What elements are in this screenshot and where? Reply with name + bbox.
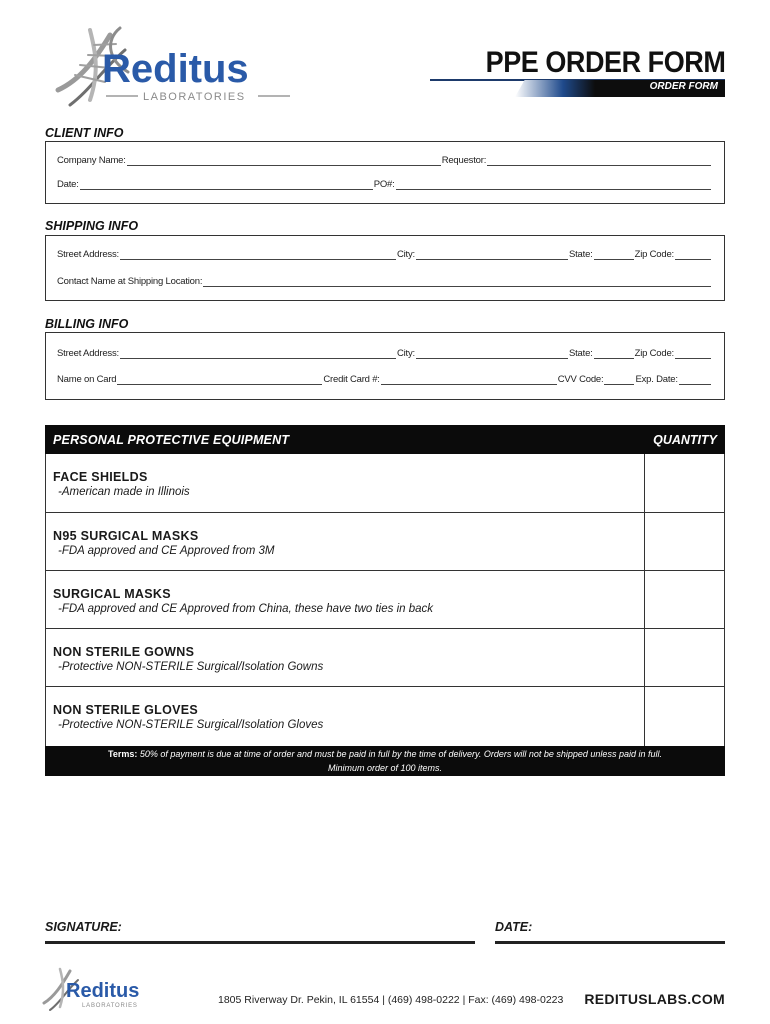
signature-label: SIGNATURE: xyxy=(45,920,122,934)
shipping-row-2 xyxy=(57,276,712,287)
footer-logo xyxy=(40,965,165,1013)
po-field[interactable] xyxy=(396,180,711,190)
ppe-item-desc: -FDA approved and CE Approved from China, these have two ties in back xyxy=(58,603,434,615)
cvv-field[interactable] xyxy=(604,375,634,385)
billing-city-label: City: xyxy=(396,348,415,359)
date-signature-field[interactable] xyxy=(495,941,725,944)
terms-label: Terms: xyxy=(108,749,138,759)
quantity-field-gowns[interactable] xyxy=(644,629,724,686)
quantity-field-surgical-masks[interactable] xyxy=(644,571,724,628)
ppe-item-name: NON STERILE GOWNS xyxy=(53,645,195,659)
terms-line-1 xyxy=(45,747,725,761)
ppe-item-name: FACE SHIELDS xyxy=(53,470,148,484)
logo-subtitle: LABORATORIES xyxy=(143,91,246,103)
client-info-heading: CLIENT INFO xyxy=(45,126,124,140)
billing-state-label: State: xyxy=(568,348,593,359)
ppe-item-desc: -Protective NON-STERILE Surgical/Isolation Gowns xyxy=(58,661,324,673)
name-on-card-field[interactable] xyxy=(117,375,322,385)
ppe-item-name: NON STERILE GLOVES xyxy=(53,703,198,717)
quantity-heading: QUANTITY xyxy=(653,433,717,447)
footer-logo-wordmark: Reditus xyxy=(66,980,140,1002)
shipping-row-1 xyxy=(57,249,712,260)
ppe-item-name: SURGICAL MASKS xyxy=(53,587,171,601)
terms-text: 50% of payment is due at time of order and must be paid in full by the time of delivery. Orders will not be shipped unless paid in full. xyxy=(139,749,662,759)
signature-field[interactable] xyxy=(45,941,475,944)
ppe-item-name: N95 SURGICAL MASKS xyxy=(53,529,199,543)
ppe-table xyxy=(45,454,725,746)
shipping-street-label: Street Address: xyxy=(57,249,119,260)
client-row-2 xyxy=(57,179,712,190)
title-band-accent xyxy=(515,80,595,97)
shipping-state-label: State: xyxy=(568,249,593,260)
date-field[interactable] xyxy=(80,180,373,190)
requestor-field[interactable] xyxy=(487,156,711,166)
contact-name-field[interactable] xyxy=(203,277,711,287)
date-signature-label: DATE: xyxy=(495,920,533,934)
shipping-info-heading: SHIPPING INFO xyxy=(45,219,139,233)
ppe-item-desc: -FDA approved and CE Approved from 3M xyxy=(58,545,275,557)
billing-zip-label: Zip Code: xyxy=(634,348,674,359)
billing-street-label: Street Address: xyxy=(57,348,119,359)
company-name-label: Company Name: xyxy=(57,155,126,166)
logo-wordmark: Reditus xyxy=(102,47,249,91)
ppe-row-n95-masks xyxy=(46,513,724,571)
client-row-1 xyxy=(57,155,712,166)
shipping-city-field[interactable] xyxy=(416,250,568,260)
terms-line-2: Minimum order of 100 items. xyxy=(327,763,443,773)
shipping-zip-label: Zip Code: xyxy=(634,249,674,260)
ppe-row-surgical-masks xyxy=(46,571,724,629)
quantity-field-gloves[interactable] xyxy=(644,687,724,746)
shipping-street-field[interactable] xyxy=(120,250,396,260)
footer-logo-subtitle: LABORATORIES xyxy=(82,1003,138,1009)
cvv-label: CVV Code: xyxy=(557,374,604,385)
reditus-logo xyxy=(50,20,295,115)
po-label: PO#: xyxy=(373,179,395,190)
ppe-row-face-shields xyxy=(46,454,724,513)
ppe-row-gowns xyxy=(46,629,724,687)
billing-info-heading: BILLING INFO xyxy=(45,317,129,331)
company-name-field[interactable] xyxy=(127,156,441,166)
billing-zip-field[interactable] xyxy=(675,349,711,359)
ppe-table-header xyxy=(45,425,725,454)
quantity-field-face-shields[interactable] xyxy=(644,454,724,512)
ppe-item-desc: -Protective NON-STERILE Surgical/Isolation Gloves xyxy=(58,719,324,731)
form-subtitle: ORDER FORM xyxy=(649,81,718,92)
billing-row-1 xyxy=(57,348,712,359)
billing-row-2 xyxy=(57,374,712,385)
date-label: Date: xyxy=(57,179,79,190)
shipping-city-label: City: xyxy=(396,249,415,260)
shipping-info-box xyxy=(45,235,725,301)
footer-website-link[interactable]: REDITUSLABS.COM xyxy=(584,991,725,1007)
ppe-heading: PERSONAL PROTECTIVE EQUIPMENT xyxy=(53,433,290,447)
terms-banner xyxy=(45,746,725,776)
footer-address: 1805 Riverway Dr. Pekin, IL 61554 | (469) 498-0222 | Fax: (469) 498-0223 xyxy=(218,994,564,1006)
shipping-state-field[interactable] xyxy=(594,250,634,260)
billing-state-field[interactable] xyxy=(594,349,634,359)
credit-card-field[interactable] xyxy=(381,375,557,385)
form-title: PPE ORDER FORM xyxy=(485,46,725,79)
quantity-field-n95-masks[interactable] xyxy=(644,513,724,570)
billing-info-box xyxy=(45,332,725,400)
exp-date-field[interactable] xyxy=(679,375,711,385)
client-info-box xyxy=(45,141,725,204)
billing-city-field[interactable] xyxy=(416,349,568,359)
ppe-row-gloves xyxy=(46,687,724,746)
credit-card-label: Credit Card #: xyxy=(323,374,380,385)
exp-date-label: Exp. Date: xyxy=(635,374,678,385)
shipping-zip-field[interactable] xyxy=(675,250,711,260)
contact-name-label: Contact Name at Shipping Location: xyxy=(57,276,203,287)
requestor-label: Requestor: xyxy=(441,155,487,166)
ppe-item-desc: -American made in Illinois xyxy=(58,486,190,498)
name-on-card-label: Name on Card xyxy=(57,374,117,385)
billing-street-field[interactable] xyxy=(120,349,396,359)
